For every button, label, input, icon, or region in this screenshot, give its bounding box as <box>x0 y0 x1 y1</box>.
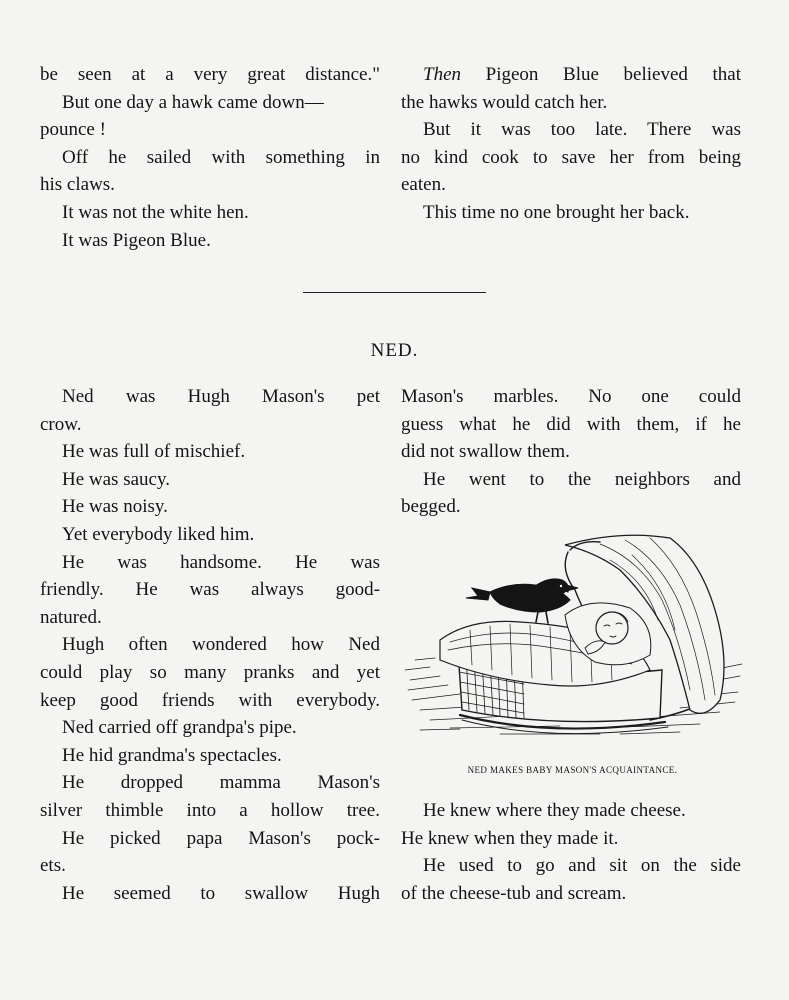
bottom-left-column <box>40 383 380 907</box>
text-line: begged. <box>401 496 461 518</box>
text-line: He was handsome. He was <box>62 551 380 573</box>
text-line: ets. <box>40 855 66 877</box>
text-line: He knew where they made cheese. <box>423 800 686 821</box>
text-line: eaten. <box>401 174 446 196</box>
italic-word: Then <box>423 64 461 85</box>
text-line: Mason's marbles. No one could <box>401 386 741 407</box>
text-line: This time no one brought her back. <box>423 201 690 223</box>
text-line: He was saucy. <box>62 468 170 490</box>
text-line: guess what he did with them, if he <box>401 413 741 435</box>
text-line: the hawks would catch her. <box>401 91 608 113</box>
top-left-column <box>40 61 380 254</box>
text-line: He knew when they made it. <box>401 827 619 849</box>
text-line: He hid grandma's spectacles. <box>62 744 282 766</box>
text-line: But it was too late. There was <box>423 119 741 141</box>
text-line: silver thimble into a hollow tree. <box>40 799 380 821</box>
text-line: Off he sailed with something in <box>62 146 380 168</box>
text-line: Ned was Hugh Mason's pet <box>62 386 380 407</box>
text-line: friendly. He was always good- <box>40 579 380 601</box>
text-line: did not swallow them. <box>401 441 570 463</box>
text-line: be seen at a very great distance." <box>40 64 380 85</box>
text-line: crow. <box>40 413 82 435</box>
text-line <box>401 61 741 89</box>
crow-and-cradle-illustration <box>400 530 745 760</box>
top-right-column <box>401 61 741 227</box>
section-heading: NED. <box>370 340 419 361</box>
section-divider <box>303 292 486 293</box>
text-line: Hugh often wondered how Ned <box>62 634 380 656</box>
bottom-right-column-lower <box>401 797 741 907</box>
text-fragment: Pigeon Blue believed that <box>461 64 741 85</box>
text-line: could play so many pranks and yet <box>40 661 380 683</box>
text-line: It was not the white hen. <box>62 201 249 223</box>
text-line: He was noisy. <box>62 496 168 518</box>
text-line: pounce ! <box>40 119 106 141</box>
text-line: He was full of mischief. <box>62 441 246 463</box>
text-line: He dropped mamma Mason's <box>62 772 380 794</box>
text-line: It was Pigeon Blue. <box>62 229 211 251</box>
text-line: Yet everybody liked him. <box>62 523 255 545</box>
text-line: of the cheese-tub and scream. <box>401 882 627 904</box>
text-line: natured. <box>40 606 102 628</box>
bottom-right-column-upper <box>401 383 741 521</box>
text-line: keep good friends with everybody. <box>40 689 380 711</box>
text-line: He picked papa Mason's pock- <box>62 827 380 849</box>
text-line: He used to go and sit on the side <box>423 855 741 877</box>
text-line: his claws. <box>40 174 115 196</box>
text-line: But one day a hawk came down— <box>62 91 324 113</box>
text-line: He went to the neighbors and <box>423 468 741 490</box>
text-line: He seemed to swallow Hugh <box>62 882 380 904</box>
illustration-caption: NED MAKES BABY MASON'S ACQUAINTANCE. <box>467 765 678 775</box>
text-line: no kind cook to save her from being <box>401 146 741 168</box>
text-line: Ned carried off grandpa's pipe. <box>62 717 297 739</box>
